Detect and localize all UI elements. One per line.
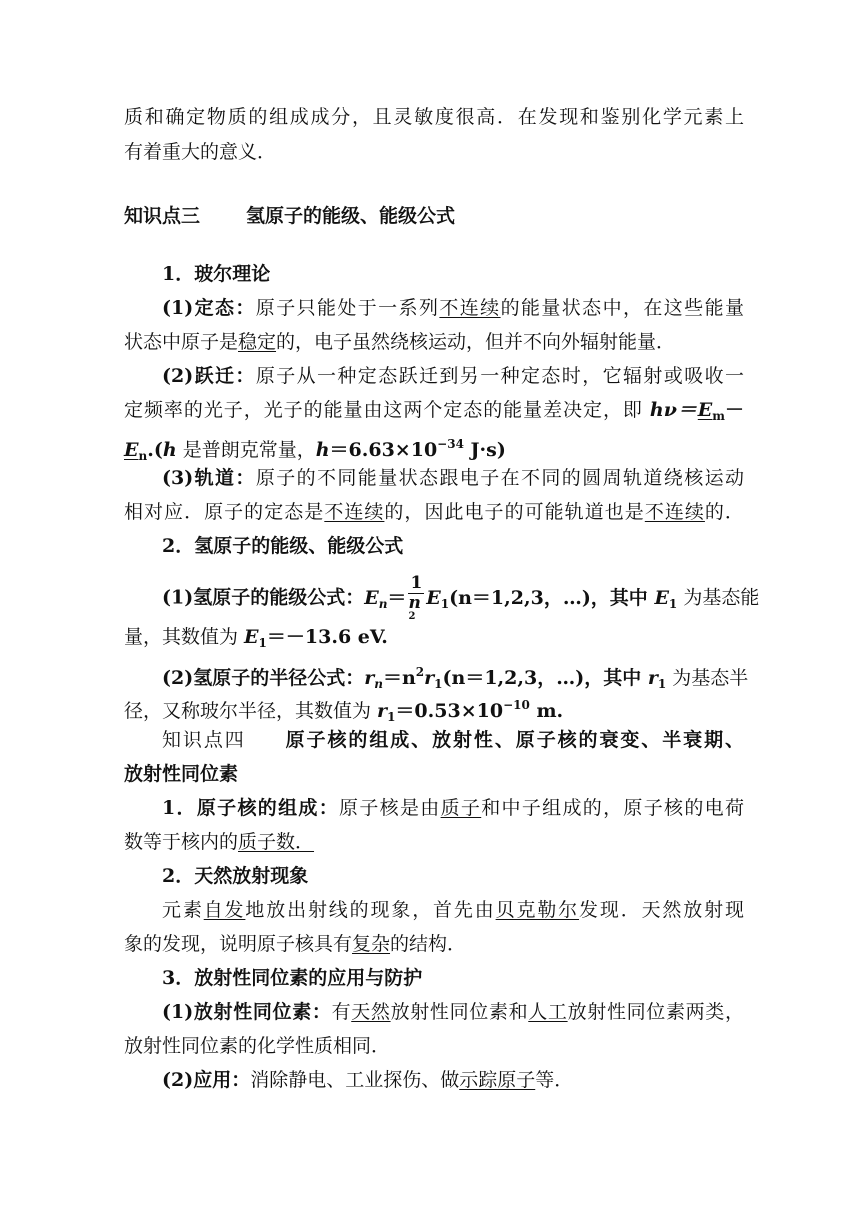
bohr-s1-line-1: (1)定态：原子只能处于一系列不连续的能量状态中，在这些能量 [162,297,744,319]
bohr-s2-line-3: $E_n.(h$ 是普朗克常量，$h=6.63\times 10^{-34}$ J·s) [124,437,506,463]
isotope-s1-line-1: (1)放射性同位素：有天然放射性同位素和人工放射性同位素两类， [162,1001,744,1023]
levels-f1-line-2: 量，其数值为 $E_1=-13.6$ eV. [124,626,388,650]
isotope-heading: 3．放射性同位素的应用与防护 [162,967,423,989]
natural-line-2: 象的发现，说明原子核具有复杂的结构． [124,933,467,955]
intro-line-2: 有着重大的意义． [124,141,277,163]
levels-f2-line-2: 径，又称玻尔半径，其数值为 $r_1=0.53\times 10^{-10}$ m. [124,698,564,724]
isotope-s2-line: (2)应用：消除静电、工业探伤、做示踪原子等． [162,1069,574,1091]
nucleus-line-2: 数等于核内的质子数． [124,831,315,853]
kp3-title: 氢原子的能级、能级公式 [246,205,456,227]
levels-heading: 2．氢原子的能级、能级公式 [162,535,404,557]
levels-f1-line-1: (1)氢原子的能级公式：$E_n=$ 1 n 2 $E_1(n=1,2,3$，…)，其中 $E_1$ 为基态能 [162,573,760,622]
kp3-heading [124,201,744,231]
bohr-s1-line-2: 状态中原子是稳定的，电子虽然绕核运动，但并不向外辐射能量． [124,331,676,353]
kp4-heading-line-1 [162,725,744,755]
kp4-title: 原子核的组成、放射性、原子核的衰变、半衰期、 [283,729,744,751]
bohr-heading: 1．玻尔理论 [162,263,271,285]
kp4-heading-line-2: 放射性同位素 [124,763,239,785]
nucleus-line-1: 1．原子核的组成：原子核是由质子和中子组成的，原子核的电荷 [162,797,744,819]
kp4-label: 知识点四 [162,729,246,751]
natural-heading: 2．天然放射现象 [162,865,309,887]
natural-line-1: 元素自发地放出射线的现象，首先由贝克勒尔发现．天然放射现 [162,899,744,921]
bohr-s2-line-2: 定频率的光子，光子的能量由这两个定态的能量差决定，即 $h\nu=E_m-$ [124,399,744,423]
bohr-s2-line-1: (2)跃迁：原子从一种定态跃迁到另一种定态时，它辐射或吸收一 [162,365,744,387]
intro-line-1: 质和确定物质的组成成分，且灵敏度很高．在发现和鉴别化学元素上 [124,106,744,128]
kp3-label: 知识点三 [124,205,201,227]
fraction-1-over-n-squared: 1 n 2 [408,573,423,622]
bohr-s3-line-2: 相对应．原子的定态是不连续的，因此电子的可能轨道也是不连续的． [124,501,744,523]
isotope-s1-line-2: 放射性同位素的化学性质相同． [124,1035,391,1057]
levels-f2-line-1: (2)氢原子的半径公式：$r_n=n^2r_1(n=1,2,3$，…)，其中 $r_1$ 为基态半 [162,665,749,691]
bohr-s3-line-1: (3)轨道：原子的不同能量状态跟电子在不同的圆周轨道绕核运动 [162,467,744,489]
